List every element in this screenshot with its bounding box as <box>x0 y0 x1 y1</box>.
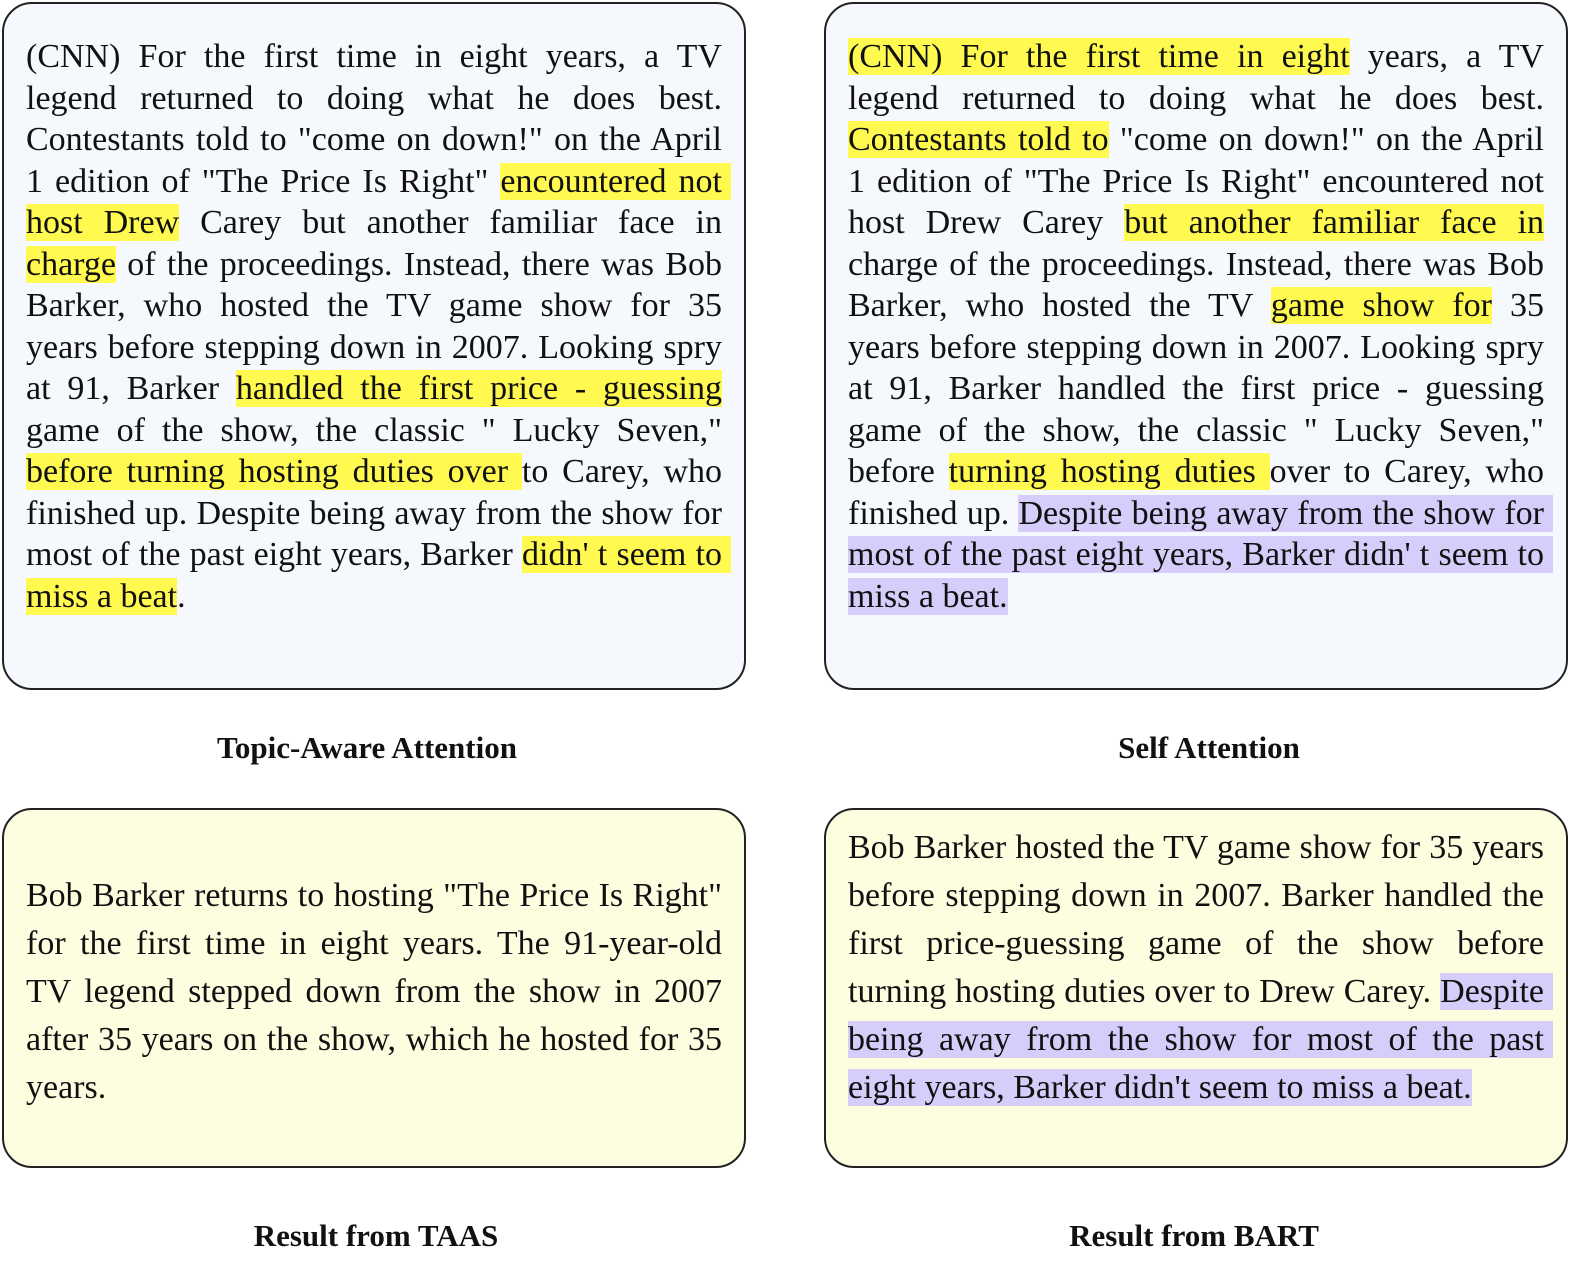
highlighted-span: but another familiar face in <box>1124 204 1544 241</box>
highlighted-span: didn' t seem to miss a beat <box>26 536 731 615</box>
text-span: years, a TV legend returned to doing what he does best. <box>848 38 1553 117</box>
bart-result-caption: Result from BART <box>1069 1218 1319 1253</box>
text-span: "come on down!" on the April 1 edition of "The Price Is Right" encountered not host Drew Carey <box>848 121 1553 241</box>
text-span: (CNN) For the first time in eight years, a TV legend returned to doing what he does best. Contestants told to "come on down!" on the April 1 edition of "The Price Is Right" <box>26 38 731 200</box>
highlighted-span: charge <box>26 245 116 283</box>
topic-aware-attention-text <box>26 36 731 617</box>
taas-result-text <box>26 872 731 1112</box>
self-attention-text <box>848 36 1553 617</box>
highlighted-span: Despite being away from the show for most of the past eight years, Barker didn't seem to miss a beat. <box>848 973 1553 1106</box>
taas-result-caption: Result from TAAS <box>253 1218 499 1253</box>
highlighted-span: encountered not host Drew <box>26 162 731 241</box>
highlighted-span: handled the first price - guessing <box>235 370 722 407</box>
highlighted-span: Despite being away from the show for most of the past eight years, Barker didn' t seem to miss a beat. <box>848 494 1553 615</box>
bart-result-panel <box>824 808 1568 1168</box>
text-span: game of the show, the classic " Lucky Seven," <box>26 370 731 449</box>
self-attention-panel <box>824 2 1568 690</box>
highlighted-span: Contestants told to <box>848 121 1109 158</box>
text-span: to Carey, who finished up. Despite being away from the show for most of the past eight years, Barker <box>26 453 731 573</box>
highlighted-span: before turning hosting duties over <box>26 453 522 490</box>
text-span: charge of the proceedings. Instead, there was Bob Barker, who hosted the TV <box>848 204 1553 324</box>
text-span: 35 years before stepping down in 2007. Looking spry at 91, Barker handled the first price - guessing game of the show, the classic " Lucky Seven," before <box>848 287 1553 490</box>
topic-aware-attention-panel <box>2 2 746 690</box>
highlighted-span: game show for <box>1270 287 1492 324</box>
text-span: over to Carey, who finished up. <box>848 453 1553 532</box>
taas-result-panel <box>2 808 746 1168</box>
text-span: of the proceedings. Instead, there was Bob Barker, who hosted the TV game show for 35 years before stepping down in 2007. Looking spry at 91, Barker <box>26 245 731 407</box>
topic-aware-attention-caption: Topic-Aware Attention <box>217 730 517 765</box>
highlighted-span: turning hosting duties <box>948 453 1270 490</box>
highlighted-span: (CNN) For the first time in eight <box>848 38 1350 75</box>
bart-result-text <box>848 824 1553 1112</box>
self-attention-caption: Self Attention <box>1118 730 1300 765</box>
text-span: Carey but another familiar face in <box>179 204 731 241</box>
text-span: . <box>177 577 186 615</box>
text-span: Bob Barker returns to hosting "The Price Is Right" for the first time in eight years. The 91-year-old TV legend stepped down from the show in 2007 after 35 years on the show, which he hosted for 35 years. <box>26 877 731 1106</box>
text-span: Bob Barker hosted the TV game show for 35 years before stepping down in 2007. Barker handled the first price-guessing game of the show before turning hosting duties over to Drew Carey. <box>848 829 1553 1010</box>
